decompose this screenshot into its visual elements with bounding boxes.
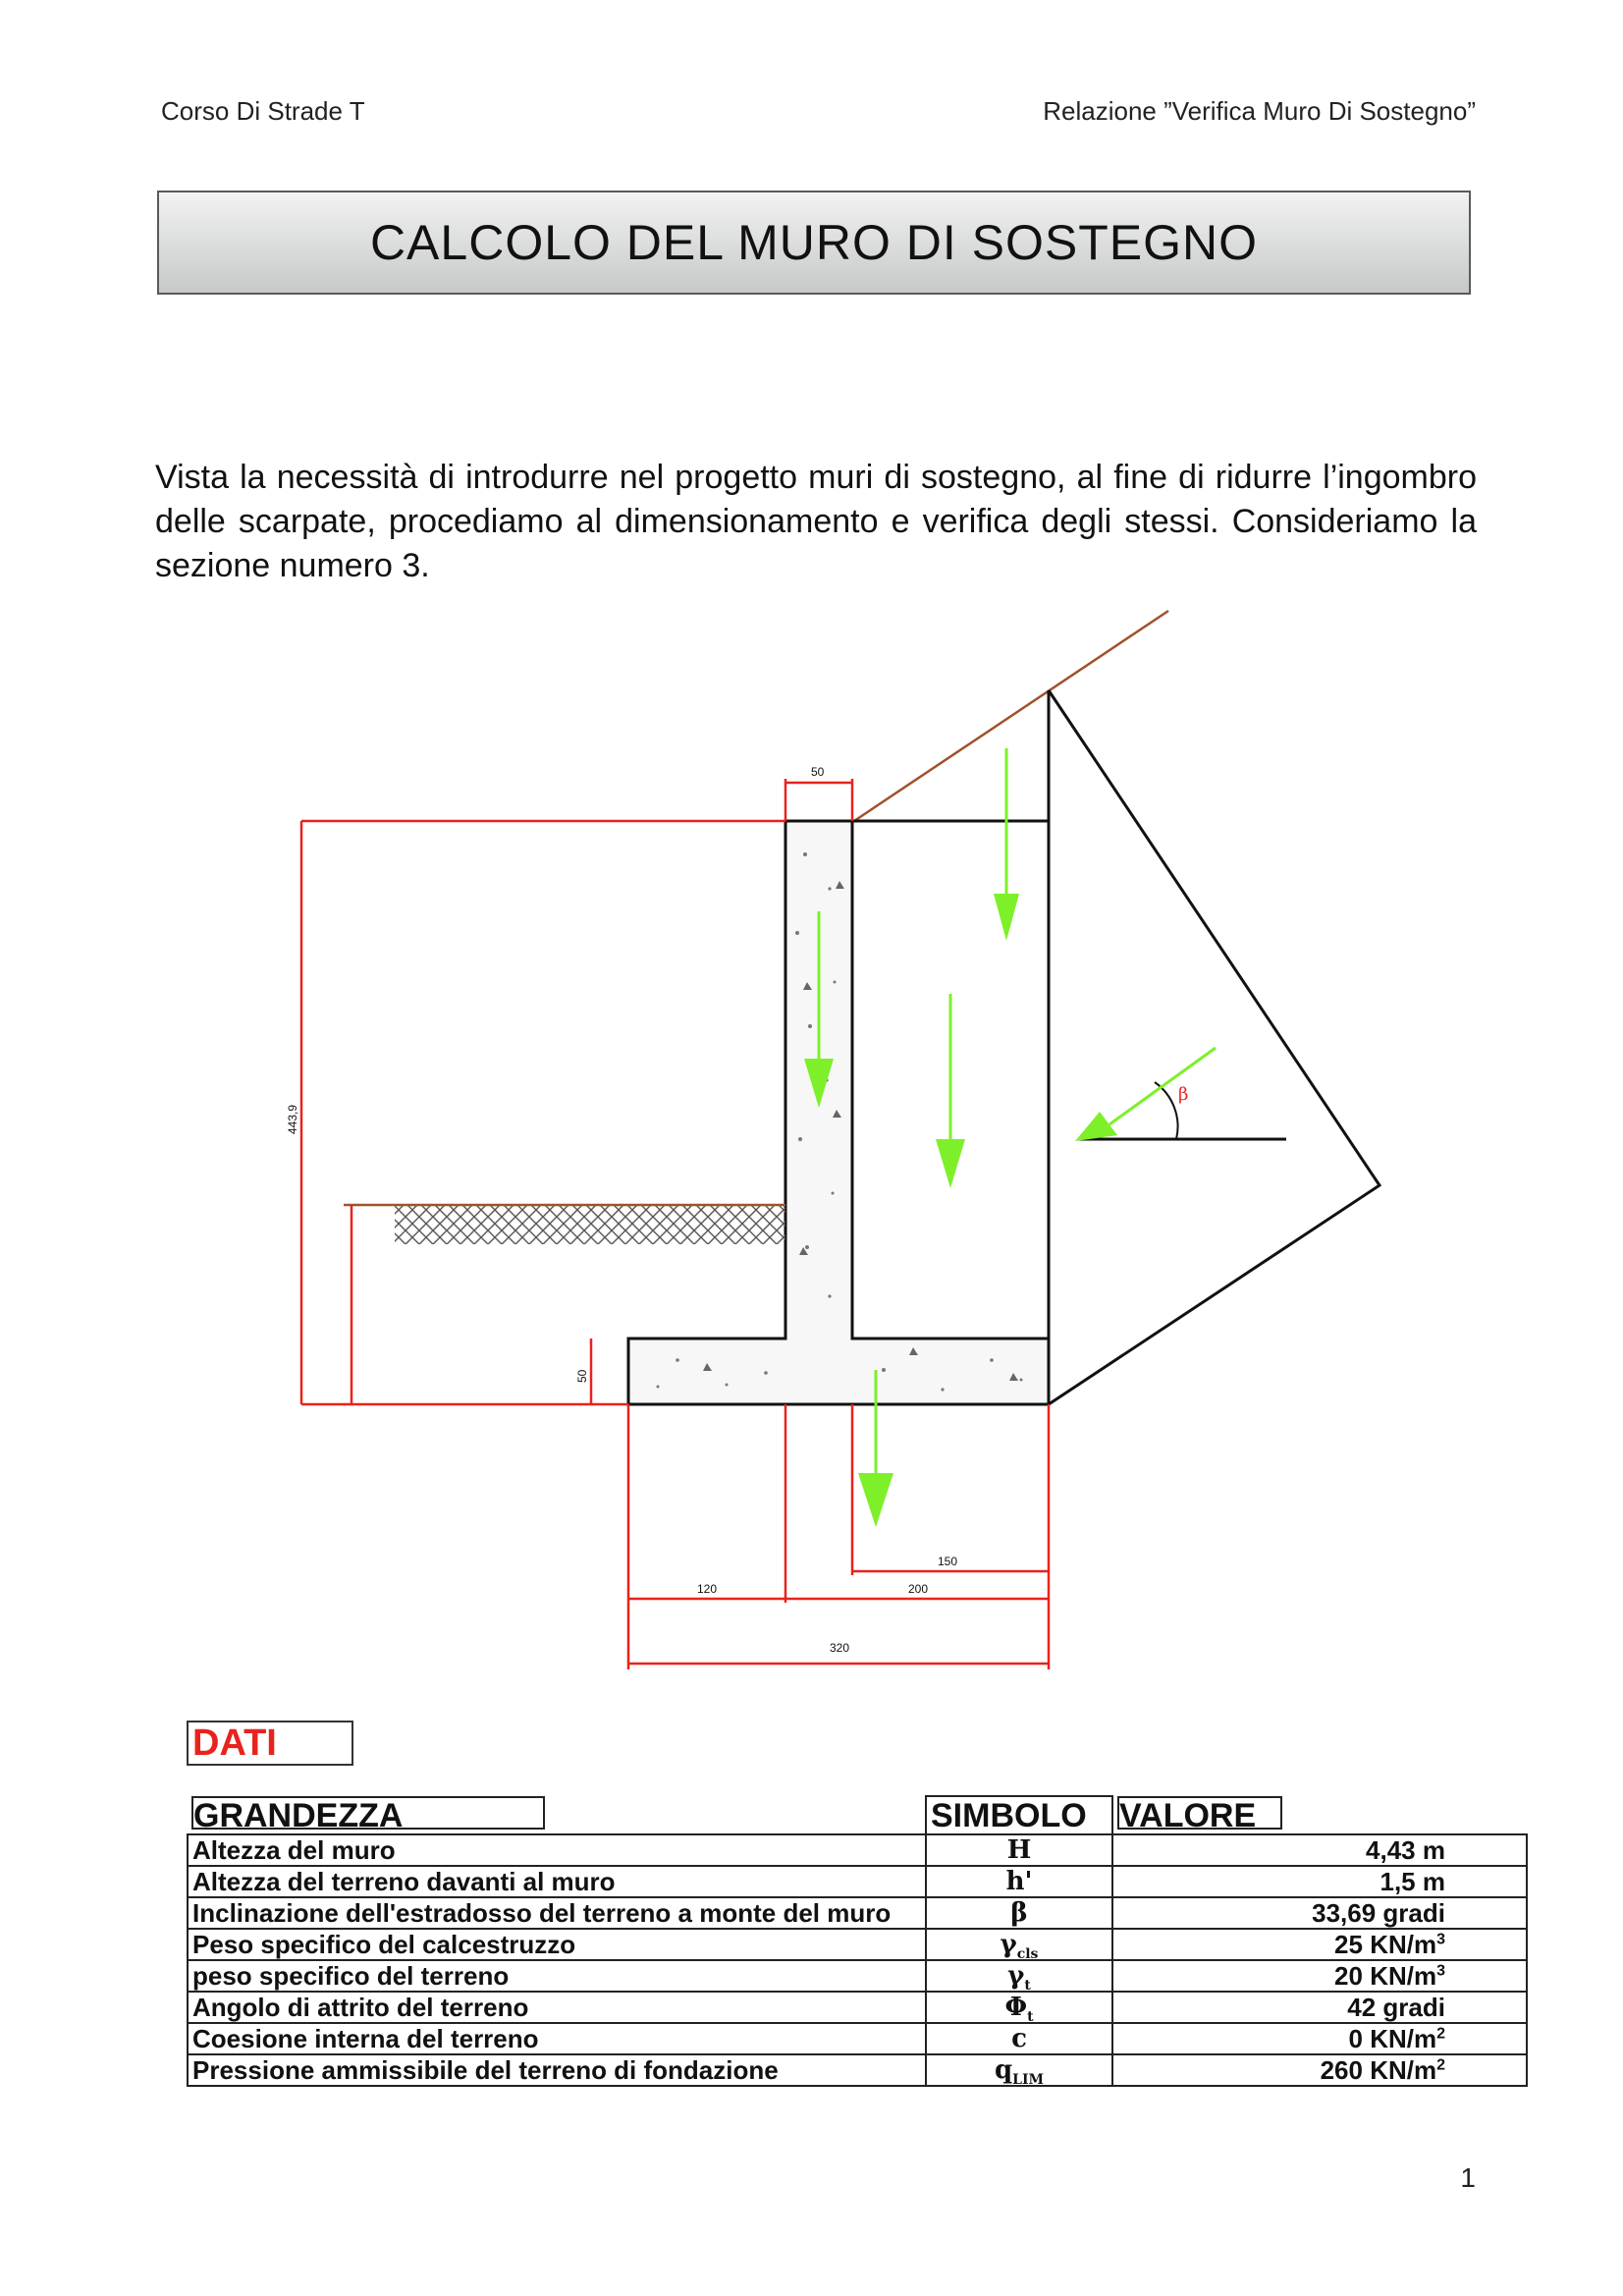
value-cell xyxy=(1112,2023,1527,2054)
dim-base-thickness: 50 xyxy=(575,1369,589,1383)
intro-paragraph: Vista la necessità di introdurre nel progetto muri di sostegno, al fine di ridurre l’ingombro delle scarpate, procediamo al dimensionamento e verifica degli stessi. Consideriamo la sezione numero 3. xyxy=(155,459,1477,584)
beta-label: β xyxy=(1178,1084,1189,1105)
value-number: 260 xyxy=(1320,2055,1363,2085)
symbol-text: γ xyxy=(1000,1930,1017,1959)
table-row xyxy=(188,1866,1527,1897)
symbol-text: γ xyxy=(1007,1961,1025,1991)
unit-superscript: 2 xyxy=(1436,2056,1445,2074)
section-title: CALCOLO DEL MURO DI SOSTEGNO xyxy=(369,215,1259,270)
table-body xyxy=(188,1834,1527,2089)
symbol-subscript: LIM xyxy=(1012,2072,1045,2089)
table-row xyxy=(188,2054,1527,2086)
dim-200: 200 xyxy=(908,1582,929,1596)
unit-superscript: 2 xyxy=(1436,2025,1445,2043)
value-cell xyxy=(1112,1897,1527,1929)
symbol-subscript: t xyxy=(1027,2009,1034,2026)
value-unit: gradi xyxy=(1382,1898,1445,1928)
value-unit: KN/m xyxy=(1370,2055,1437,2085)
value-number: 20 xyxy=(1334,1961,1363,1991)
header-course: Corso Di Strade T xyxy=(161,96,365,126)
value-cell xyxy=(1112,2054,1527,2086)
table-row xyxy=(188,2023,1527,2054)
header-report-title: Relazione ”Verifica Muro Di Sostegno” xyxy=(1043,96,1476,126)
value-cell xyxy=(1112,1866,1527,1897)
value-unit: KN/m xyxy=(1370,1961,1437,1991)
value-unit: KN/m xyxy=(1370,2024,1437,2053)
symbol-text: h' xyxy=(1005,1867,1033,1896)
header-symbol: SIMBOLO xyxy=(926,1796,1112,1834)
symbol-subscript: t xyxy=(1024,1978,1031,1995)
symbol-text: H xyxy=(1006,1835,1032,1865)
value-unit: m xyxy=(1422,1867,1445,1896)
table-row xyxy=(188,1897,1527,1929)
symbol-cell xyxy=(926,1866,1112,1897)
quantity-cell: Altezza del muro xyxy=(188,1834,926,1866)
symbol-cell xyxy=(926,2023,1112,2054)
dim-wall-height: 443,9 xyxy=(286,1104,299,1134)
symbol-cell xyxy=(926,2054,1112,2089)
header-value: VALORE xyxy=(1117,1796,1282,1830)
quantity-cell: peso specifico del terreno xyxy=(188,1960,926,1992)
symbol-text: c xyxy=(1011,2024,1027,2053)
table-row xyxy=(188,1960,1527,1992)
force-arrow-thrust xyxy=(1109,1048,1216,1124)
dati-label: DATI xyxy=(192,1722,277,1764)
wall-section xyxy=(628,821,1049,1404)
symbol-cell xyxy=(926,1929,1112,1963)
symbol-cell xyxy=(926,1992,1112,2026)
value-number: 0 xyxy=(1348,2024,1363,2053)
quantity-cell: Peso specifico del calcestruzzo xyxy=(188,1929,926,1960)
quantity-cell: Pressione ammissibile del terreno di fondazione xyxy=(188,2054,926,2086)
dim-total-320: 320 xyxy=(830,1641,850,1655)
value-cell xyxy=(1112,1929,1527,1960)
value-unit: m xyxy=(1422,1835,1445,1865)
unit-superscript: 3 xyxy=(1436,1931,1445,1948)
dim-toe-120: 120 xyxy=(697,1582,718,1596)
unit-superscript: 3 xyxy=(1436,1962,1445,1980)
dati-label-box xyxy=(187,1721,353,1766)
table-row xyxy=(188,1834,1527,1866)
symbol-text: Φ xyxy=(1004,1993,1028,2022)
value-unit: KN/m xyxy=(1370,1930,1437,1959)
symbol-cell xyxy=(926,1897,1112,1929)
value-cell xyxy=(1112,1834,1527,1866)
data-table xyxy=(187,1795,1528,2087)
page-number: 1 xyxy=(1460,2162,1476,2193)
symbol-cell xyxy=(926,1834,1112,1866)
retaining-wall-diagram xyxy=(0,589,1623,1679)
quantity-cell: Altezza del terreno davanti al muro xyxy=(188,1866,926,1897)
symbol-cell xyxy=(926,1960,1112,1995)
slope-line xyxy=(854,611,1168,821)
symbol-subscript: cls xyxy=(1016,1946,1039,1963)
table-header-row xyxy=(188,1796,1527,1834)
value-cell xyxy=(1112,1992,1527,2023)
value-cell xyxy=(1112,1960,1527,1992)
ground-hatch xyxy=(395,1205,785,1244)
value-number: 4,43 xyxy=(1366,1835,1416,1865)
table-row xyxy=(188,1929,1527,1960)
header-quantity: GRANDEZZA xyxy=(191,1796,545,1830)
value-number: 1,5 xyxy=(1380,1867,1416,1896)
value-number: 33,69 xyxy=(1312,1898,1377,1928)
quantity-cell: Inclinazione dell'estradosso del terreno a monte del muro xyxy=(188,1897,926,1929)
table-row xyxy=(188,1992,1527,2023)
quantity-cell: Coesione interna del terreno xyxy=(188,2023,926,2054)
quantity-cell: Angolo di attrito del terreno xyxy=(188,1992,926,2023)
value-number: 25 xyxy=(1334,1930,1363,1959)
dim-heel-150: 150 xyxy=(938,1555,958,1568)
symbol-text: β xyxy=(1010,1898,1028,1928)
dim-top-width: 50 xyxy=(811,765,825,779)
value-number: 42 xyxy=(1347,1993,1377,2022)
section-title-box xyxy=(157,191,1471,295)
value-unit: gradi xyxy=(1382,1993,1445,2022)
symbol-text: q xyxy=(994,2055,1013,2085)
